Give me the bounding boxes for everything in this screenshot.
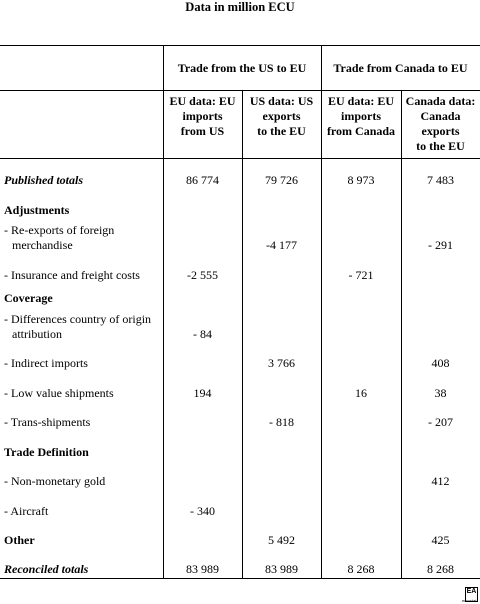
row-label-trans-shipments: - Trans-shipments (4, 415, 91, 429)
row-label-published-totals: Published totals (4, 173, 84, 187)
cell-indirect-us-exports: 3 766 (268, 356, 295, 370)
cell-other-canada-exports: 425 (431, 533, 450, 547)
row-label-country-origin: - Differences country of origin attribution (4, 312, 152, 341)
cell-published-canada-exports: 7 483 (427, 173, 454, 187)
row-label-reconciled-totals: Reconciled totals (4, 562, 89, 576)
column-header-canada-exports: Canada data: Canada exports to the EU (405, 94, 476, 153)
cell-re-exports-canada-exports: - 291 (428, 238, 453, 252)
rule-under-groups (0, 90, 480, 91)
row-label-low-value: - Low value shipments (4, 386, 114, 400)
cell-insurance-eu-canada: - 721 (348, 268, 374, 282)
cell-other-us-exports: 5 492 (268, 533, 295, 547)
column-header-us-exports: US data: US exports to the EU (249, 94, 314, 138)
cell-reconciled-us-exports: 83 989 (265, 562, 298, 576)
cell-reconciled-canada-exports: 8 268 (427, 562, 454, 576)
group-header-canada: Trade from Canada to EU (333, 61, 468, 75)
cell-gold-canada-exports: 412 (431, 474, 450, 488)
row-label-re-exports: - Re-exports of foreign merchandise (4, 223, 115, 252)
cell-published-us-exports: 79 726 (265, 173, 298, 187)
cell-reconciled-eu-us: 83 989 (186, 562, 219, 576)
cell-indirect-canada-exports: 408 (431, 356, 450, 370)
cell-published-eu-us: 86 774 (186, 173, 219, 187)
cell-low-value-canada-exports: 38 (434, 386, 447, 400)
cell-reconciled-eu-canada: 8 268 (347, 562, 375, 576)
cell-low-value-eu-us: 194 (193, 386, 212, 400)
section-heading-coverage: Coverage (4, 291, 53, 305)
rule-under-headers (0, 158, 480, 159)
rule-canada-split (401, 90, 402, 578)
cell-aircraft-eu-us: - 340 (190, 504, 215, 518)
rule-us-split (242, 90, 243, 578)
eurostat-logo-caption: eurostat (462, 598, 477, 603)
cell-re-exports-us-exports: -4 177 (266, 238, 297, 252)
row-label-aircraft: - Aircraft (4, 504, 49, 518)
section-heading-trade-definition: Trade Definition (4, 445, 89, 459)
section-heading-adjustments: Adjustments (4, 203, 70, 217)
rule-top (0, 45, 480, 46)
cell-origin-eu-us: - 84 (193, 327, 212, 341)
cell-insurance-eu-us: -2 555 (187, 268, 218, 282)
cell-low-value-eu-canada: 16 (355, 386, 367, 400)
eurostat-logo: EA (465, 587, 478, 602)
column-header-eu-imports-canada: EU data: EU imports from Canada (326, 94, 396, 138)
row-label-insurance-freight: - Insurance and freight costs (4, 268, 140, 282)
group-header-us: Trade from the US to EU (177, 61, 307, 75)
row-label-indirect-imports: - Indirect imports (4, 356, 88, 370)
rule-bottom (0, 578, 480, 579)
row-label-other: Other (4, 533, 35, 547)
row-label-non-monetary-gold: - Non-monetary gold (4, 474, 106, 488)
column-header-eu-imports-us: EU data: EU imports from US (169, 94, 236, 138)
cell-published-eu-canada: 8 973 (347, 173, 375, 187)
cell-trans-us-exports: - 818 (269, 415, 294, 429)
cell-trans-canada-exports: - 207 (428, 415, 453, 429)
table-title: Data in million ECU (185, 0, 295, 14)
